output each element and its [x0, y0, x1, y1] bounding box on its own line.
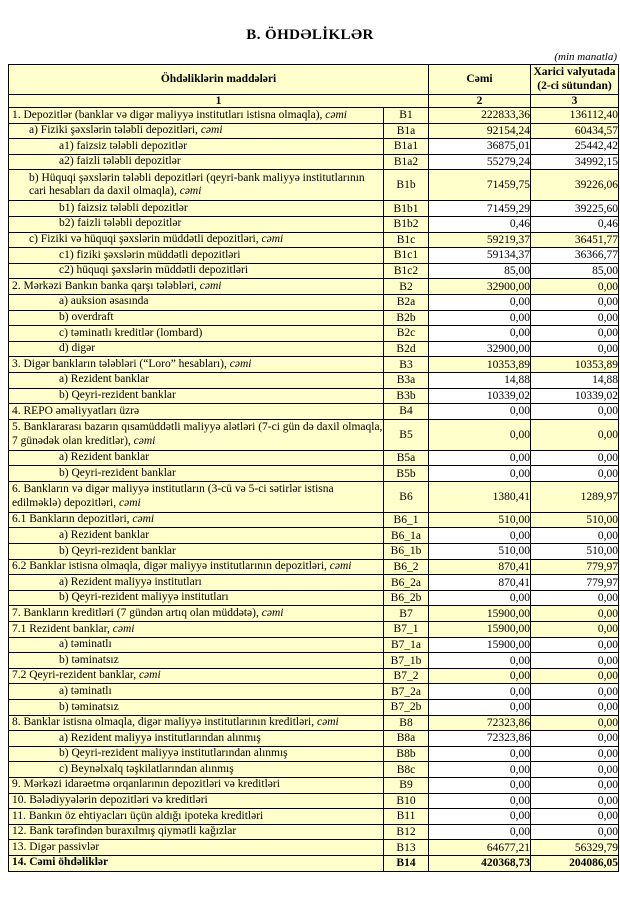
table-row: [9, 154, 619, 170]
row-label: c) Beynəlxalq təşkilatlarından alınmış: [9, 762, 384, 778]
row-foreign-currency-value: 0,00: [531, 653, 619, 669]
row-foreign-currency-value: 510,00: [531, 544, 619, 560]
row-code: B12: [384, 824, 429, 840]
row-total-value: 32900,00: [429, 341, 531, 357]
row-code: B1b: [384, 170, 429, 201]
row-foreign-currency-value: 39226,06: [531, 170, 619, 201]
table-row: [9, 326, 619, 342]
row-code: B8b: [384, 746, 429, 762]
row-label: a) auksion əsasında: [9, 294, 384, 310]
table-row: [9, 248, 619, 264]
row-total-value: 0,00: [429, 762, 531, 778]
row-foreign-currency-value: 0,00: [531, 668, 619, 684]
page-title: B. ÖHDƏLİKLƏR: [246, 27, 374, 43]
table-row: [9, 653, 619, 669]
row-label: 3. Digər bankların tələbləri (“Loro” hesabları), cəmi: [9, 357, 384, 373]
row-label: a) Fiziki şəxslərin tələbli depozitləri, cəmi: [9, 123, 384, 139]
row-foreign-currency-value: 0,00: [531, 824, 619, 840]
row-total-value: 71459,29: [429, 201, 531, 217]
row-total-value: 0,00: [429, 326, 531, 342]
row-total-value: 10339,02: [429, 388, 531, 404]
row-total-value: 15900,00: [429, 622, 531, 638]
row-foreign-currency-value: 0,00: [531, 341, 619, 357]
row-foreign-currency-value: 0,00: [531, 450, 619, 466]
row-foreign-currency-value: 56329,79: [531, 840, 619, 856]
row-foreign-currency-value: 36366,77: [531, 248, 619, 264]
row-total-value: 0,00: [429, 590, 531, 606]
row-total-value: 55279,24: [429, 154, 531, 170]
row-foreign-currency-value: 0,00: [531, 809, 619, 825]
row-code: B3a: [384, 372, 429, 388]
row-total-value: 0,00: [429, 419, 531, 450]
row-label: b) Hüquqi şəxslərin tələbli depozitləri (qeyri-bank maliyyə institutlarının cari hesabları da daxil olmaqla), cəmi: [9, 170, 384, 201]
row-code: B2d: [384, 341, 429, 357]
table-row: [9, 668, 619, 684]
row-code: B2: [384, 279, 429, 295]
table-row: [9, 684, 619, 700]
table-row: [9, 622, 619, 638]
row-code: B1a1: [384, 139, 429, 155]
row-foreign-currency-value: 0,00: [531, 762, 619, 778]
row-code: B2b: [384, 310, 429, 326]
row-label: b) təminatsız: [9, 700, 384, 716]
row-label: 6.1 Bankların depozitləri, cəmi: [9, 512, 384, 528]
header-row-numbers: [9, 95, 619, 108]
row-label: d) digər: [9, 341, 384, 357]
row-label: c) təminatlı kreditlər (lombard): [9, 326, 384, 342]
row-label: b) təminatsız: [9, 653, 384, 669]
row-total-value: 0,00: [429, 294, 531, 310]
table-row: [9, 372, 619, 388]
row-foreign-currency-value: 0,00: [531, 310, 619, 326]
row-label: c2) hüquqi şəxslərin müddətli depozitləri: [9, 263, 384, 279]
row-foreign-currency-value: 0,00: [531, 700, 619, 716]
header-foreign-line1: Xarici valyutada: [533, 66, 616, 79]
row-code: B8a: [384, 731, 429, 747]
row-total-value: 420368,73: [429, 855, 531, 871]
row-total-value: 870,41: [429, 559, 531, 575]
row-total-value: 0,00: [429, 809, 531, 825]
row-label-italic-tail: cəmi: [200, 124, 223, 137]
row-code: B6_1: [384, 512, 429, 528]
row-total-value: 85,00: [429, 263, 531, 279]
table-row: [9, 559, 619, 575]
row-total-value: 32900,00: [429, 279, 531, 295]
unit-note: (min manatla): [554, 51, 617, 63]
row-foreign-currency-value: 25442,42: [531, 139, 619, 155]
row-foreign-currency-value: 39225,60: [531, 201, 619, 217]
table-row: [9, 388, 619, 404]
row-foreign-currency-value: 34992,15: [531, 154, 619, 170]
row-label-italic-tail: cəmi: [325, 108, 348, 121]
table-row: [9, 855, 619, 871]
row-code: B7_1a: [384, 637, 429, 653]
row-total-value: 14,88: [429, 372, 531, 388]
row-total-value: 59219,37: [429, 232, 531, 248]
row-foreign-currency-value: 0,00: [531, 637, 619, 653]
row-code: B6_2a: [384, 575, 429, 591]
table-row: [9, 404, 619, 420]
header-total-label: Cəmi: [429, 65, 531, 95]
column-number-3: 3: [531, 95, 619, 108]
row-foreign-currency-value: 0,46: [531, 216, 619, 232]
row-total-value: 0,00: [429, 668, 531, 684]
row-foreign-currency-value: 10339,02: [531, 388, 619, 404]
table-row: [9, 544, 619, 560]
row-total-value: 15900,00: [429, 606, 531, 622]
table-row: [9, 700, 619, 716]
row-foreign-currency-value: 85,00: [531, 263, 619, 279]
row-label: a1) faizsiz tələbli depozitlər: [9, 139, 384, 155]
row-code: B1c: [384, 232, 429, 248]
row-label: a) Rezident banklar: [9, 528, 384, 544]
row-total-value: 0,00: [429, 653, 531, 669]
row-code: B7_2: [384, 668, 429, 684]
row-code: B8c: [384, 762, 429, 778]
row-foreign-currency-value: 136112,40: [531, 108, 619, 124]
row-label: a) təminatlı: [9, 637, 384, 653]
row-code: B1b1: [384, 201, 429, 217]
row-foreign-currency-value: 0,00: [531, 606, 619, 622]
row-label: b) Qeyri-rezident maliyyə institutlarından alınmış: [9, 746, 384, 762]
row-code: B7_1: [384, 622, 429, 638]
row-total-value: 0,00: [429, 528, 531, 544]
row-label: 4. REPO əməliyyatları üzrə: [9, 404, 384, 420]
row-code: B3: [384, 357, 429, 373]
row-total-value: 72323,86: [429, 731, 531, 747]
row-foreign-currency-value: 0,00: [531, 684, 619, 700]
row-code: B14: [384, 855, 429, 871]
header-items-label: Öhdəliklərin maddələri: [9, 65, 429, 95]
row-foreign-currency-value: 14,88: [531, 372, 619, 388]
row-foreign-currency-value: 0,00: [531, 528, 619, 544]
row-label: b) Qeyri-rezident banklar: [9, 544, 384, 560]
table-row: [9, 108, 619, 124]
table-row: [9, 746, 619, 762]
row-total-value: 0,00: [429, 700, 531, 716]
row-code: B2a: [384, 294, 429, 310]
row-label-italic-tail: cəmi: [118, 496, 141, 509]
row-label: a2) faizli tələbli depozitlər: [9, 154, 384, 170]
row-label: 13. Digər passivlər: [9, 840, 384, 856]
row-label: 1. Depozitlər (banklar və digər maliyyə institutları istisna olmaqla), cəmi: [9, 108, 384, 124]
table-row: [9, 824, 619, 840]
row-foreign-currency-value: 0,00: [531, 404, 619, 420]
table-header: [9, 65, 619, 108]
row-label: c) Fiziki və hüquqi şəxslərin müddətli depozitləri, cəmi: [9, 232, 384, 248]
row-total-value: 72323,86: [429, 715, 531, 731]
column-number-2: 2: [429, 95, 531, 108]
row-label-italic-tail: cəmi: [138, 669, 161, 682]
row-total-value: 222833,36: [429, 108, 531, 124]
header-row-labels: [9, 65, 619, 95]
row-total-value: 10353,89: [429, 357, 531, 373]
row-label-italic-tail: cəmi: [199, 279, 222, 292]
row-foreign-currency-value: 0,00: [531, 419, 619, 450]
row-code: B11: [384, 809, 429, 825]
row-code: B3b: [384, 388, 429, 404]
table-row: [9, 715, 619, 731]
table-row: [9, 341, 619, 357]
row-total-value: 0,00: [429, 793, 531, 809]
row-label: c1) fiziki şəxslərin müddətli depozitləri: [9, 248, 384, 264]
row-foreign-currency-value: 0,00: [531, 731, 619, 747]
liabilities-table-body: [9, 108, 619, 872]
row-code: B7_2a: [384, 684, 429, 700]
row-label: 7. Bankların kreditləri (7 gündən artıq olan müddətə), cəmi: [9, 606, 384, 622]
row-foreign-currency-value: 510,00: [531, 512, 619, 528]
row-total-value: 1380,41: [429, 481, 531, 512]
row-code: B13: [384, 840, 429, 856]
table-row: [9, 139, 619, 155]
row-label: 8. Banklar istisna olmaqla, digər maliyyə institutlarının kreditləri, cəmi: [9, 715, 384, 731]
table-row: [9, 310, 619, 326]
table-row: [9, 419, 619, 450]
row-foreign-currency-value: 60434,57: [531, 123, 619, 139]
row-total-value: 0,00: [429, 746, 531, 762]
row-code: B2c: [384, 326, 429, 342]
row-foreign-currency-value: 0,00: [531, 294, 619, 310]
row-label: 12. Bank tərəfindən buraxılmış qiymətli kağızlar: [9, 824, 384, 840]
row-foreign-currency-value: 10353,89: [531, 357, 619, 373]
table-row: [9, 793, 619, 809]
table-row: [9, 606, 619, 622]
table-row: [9, 777, 619, 793]
row-code: B1c2: [384, 263, 429, 279]
table-row: [9, 528, 619, 544]
row-foreign-currency-value: 0,00: [531, 715, 619, 731]
row-code: B5a: [384, 450, 429, 466]
row-code: B6_1b: [384, 544, 429, 560]
table-row: [9, 294, 619, 310]
row-label: b) Qeyri-rezident maliyyə institutları: [9, 590, 384, 606]
row-total-value: 15900,00: [429, 637, 531, 653]
row-label: 10. Bələdiyyələrin depozitləri və kreditləri: [9, 793, 384, 809]
table-row: [9, 637, 619, 653]
row-label: a) Rezident banklar: [9, 450, 384, 466]
row-code: B5b: [384, 466, 429, 482]
row-total-value: 0,00: [429, 310, 531, 326]
row-foreign-currency-value: 0,00: [531, 590, 619, 606]
table-row: [9, 762, 619, 778]
table-row: [9, 123, 619, 139]
table-row: [9, 357, 619, 373]
table-row: [9, 481, 619, 512]
row-label-italic-tail: cəmi: [112, 622, 135, 635]
row-foreign-currency-value: 779,97: [531, 559, 619, 575]
row-label-italic-tail: cəmi: [317, 716, 339, 729]
row-label: 7.1 Rezident banklar, cəmi: [9, 622, 384, 638]
table-row: [9, 232, 619, 248]
column-number-1: 1: [9, 95, 429, 108]
row-foreign-currency-value: 0,00: [531, 326, 619, 342]
row-total-value: 92154,24: [429, 123, 531, 139]
row-label: b) Qeyri-rezident banklar: [9, 466, 384, 482]
row-total-value: 510,00: [429, 512, 531, 528]
row-code: B10: [384, 793, 429, 809]
row-total-value: 0,00: [429, 777, 531, 793]
row-foreign-currency-value: 0,00: [531, 466, 619, 482]
row-code: B1c1: [384, 248, 429, 264]
row-foreign-currency-value: 0,00: [531, 777, 619, 793]
table-row: [9, 809, 619, 825]
header-foreign-line2: (2-ci sütundan): [537, 79, 612, 92]
table-row: [9, 840, 619, 856]
table-row: [9, 466, 619, 482]
row-code: B6_2: [384, 559, 429, 575]
row-foreign-currency-value: 36451,77: [531, 232, 619, 248]
row-label-italic-tail: cəmi: [261, 233, 284, 246]
row-total-value: 36875,01: [429, 139, 531, 155]
row-code: B1: [384, 108, 429, 124]
row-code: B1b2: [384, 216, 429, 232]
row-label-italic-tail: cəmi: [132, 513, 155, 526]
row-foreign-currency-value: 779,97: [531, 575, 619, 591]
row-total-value: 0,00: [429, 684, 531, 700]
row-label: 7.2 Qeyri-rezident banklar, cəmi: [9, 668, 384, 684]
table-row: [9, 216, 619, 232]
row-label: a) Rezident maliyyə institutları: [9, 575, 384, 591]
row-label: b1) faizsiz tələbli depozitlər: [9, 201, 384, 217]
row-label: b2) faizli tələbli depozitlər: [9, 216, 384, 232]
row-total-value: 870,41: [429, 575, 531, 591]
row-label-italic-tail: cəmi: [261, 606, 284, 619]
row-total-value: 0,00: [429, 466, 531, 482]
table-row: [9, 512, 619, 528]
table-row: [9, 450, 619, 466]
table-row: [9, 279, 619, 295]
row-code: B9: [384, 777, 429, 793]
row-foreign-currency-value: 0,00: [531, 279, 619, 295]
row-label: b) overdraft: [9, 310, 384, 326]
table-row: [9, 731, 619, 747]
row-code: B6: [384, 481, 429, 512]
row-label: 14. Cəmi öhdəliklər: [9, 855, 384, 871]
row-code: B4: [384, 404, 429, 420]
row-total-value: 0,00: [429, 824, 531, 840]
row-label: 9. Mərkəzi idarəetmə orqanlarının depozitləri və kreditləri: [9, 777, 384, 793]
table-row: [9, 575, 619, 591]
row-total-value: 71459,75: [429, 170, 531, 201]
row-label: a) təminatlı: [9, 684, 384, 700]
row-code: B6_2b: [384, 590, 429, 606]
row-label: a) Rezident banklar: [9, 372, 384, 388]
row-foreign-currency-value: 0,00: [531, 793, 619, 809]
row-foreign-currency-value: 1289,97: [531, 481, 619, 512]
row-total-value: 64677,21: [429, 840, 531, 856]
row-label: 6. Bankların və digər maliyyə institutların (3-cü və 5-ci sətirlər istisna edilməklə) depozitləri, cəmi: [9, 481, 384, 512]
row-code: B7_2b: [384, 700, 429, 716]
table-row: [9, 170, 619, 201]
row-code: B1a2: [384, 154, 429, 170]
row-label: 6.2 Banklar istisna olmaqla, digər maliyyə institutlarının depozitləri, cəmi: [9, 559, 384, 575]
row-label: 11. Bankın öz ehtiyacları üçün aldığı ipoteka kreditləri: [9, 809, 384, 825]
row-code: B7: [384, 606, 429, 622]
row-total-value: 0,46: [429, 216, 531, 232]
table-row: [9, 263, 619, 279]
row-total-value: 59134,37: [429, 248, 531, 264]
row-label-italic-tail: cəmi: [133, 434, 156, 447]
row-label: b) Qeyri-rezident banklar: [9, 388, 384, 404]
row-total-value: 0,00: [429, 404, 531, 420]
row-label-italic-tail: cəmi: [329, 560, 352, 573]
row-code: B5: [384, 419, 429, 450]
row-foreign-currency-value: 0,00: [531, 746, 619, 762]
row-label: a) Rezident maliyyə institutlarından alınmış: [9, 731, 384, 747]
table-row: [9, 590, 619, 606]
row-total-value: 0,00: [429, 450, 531, 466]
row-label: 2. Mərkəzi Bankın banka qarşı tələbləri, cəmi: [9, 279, 384, 295]
row-code: B8: [384, 715, 429, 731]
row-label: 5. Banklararası bazarın qısamüddətli maliyyə alətləri (7-ci gün də daxil olmaqla, 7 günədək olan kreditlər), cəmi: [9, 419, 384, 450]
row-code: B7_1b: [384, 653, 429, 669]
row-foreign-currency-value: 0,00: [531, 622, 619, 638]
row-label-italic-tail: cəmi: [229, 357, 252, 370]
row-label-italic-tail: cəmi: [179, 185, 202, 198]
row-total-value: 510,00: [429, 544, 531, 560]
row-foreign-currency-value: 204086,05: [531, 855, 619, 871]
header-foreign-label: [531, 65, 619, 95]
row-code: B6_1a: [384, 528, 429, 544]
table-row: [9, 201, 619, 217]
liabilities-table: [8, 64, 619, 872]
row-code: B1a: [384, 123, 429, 139]
